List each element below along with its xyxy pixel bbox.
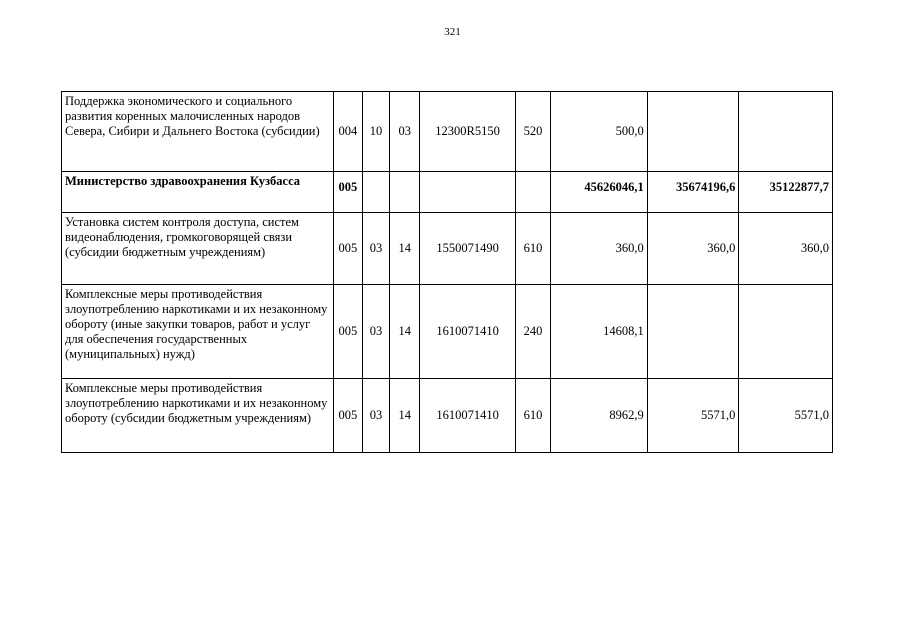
expense-type-code: 610 [515, 379, 550, 453]
target-article-code: 1550071490 [420, 213, 516, 285]
ministry-code: 005 [333, 213, 362, 285]
sum-year-3 [739, 285, 833, 379]
ministry-code: 004 [333, 92, 362, 172]
budget-table [61, 91, 833, 453]
sum-year-1: 8962,9 [551, 379, 648, 453]
section-code: 03 [362, 285, 389, 379]
sum-year-3 [739, 92, 833, 172]
ministry-code: 005 [333, 285, 362, 379]
expense-type-code [515, 172, 550, 213]
section-code: 03 [362, 379, 389, 453]
section-code: 10 [362, 92, 389, 172]
table-row [62, 285, 833, 379]
sum-year-1: 14608,1 [551, 285, 648, 379]
subsection-code: 03 [390, 92, 420, 172]
subsection-code: 14 [390, 285, 420, 379]
subsection-code: 14 [390, 213, 420, 285]
target-article-code: 1610071410 [420, 285, 516, 379]
sum-year-2: 35674196,6 [647, 172, 739, 213]
sum-year-1: 360,0 [551, 213, 648, 285]
target-article-code: 1610071410 [420, 379, 516, 453]
section-code [362, 172, 389, 213]
table-row [62, 213, 833, 285]
sum-year-2: 360,0 [647, 213, 739, 285]
sum-year-1: 500,0 [551, 92, 648, 172]
sum-year-2: 5571,0 [647, 379, 739, 453]
subsection-code: 14 [390, 379, 420, 453]
expense-type-code: 610 [515, 213, 550, 285]
row-name: Министерство здравоохранения Кузбасса [62, 172, 334, 213]
target-article-code: 12300R5150 [420, 92, 516, 172]
subsection-code [390, 172, 420, 213]
ministry-code: 005 [333, 172, 362, 213]
table-row [62, 92, 833, 172]
section-code: 03 [362, 213, 389, 285]
row-name: Установка систем контроля доступа, систем видеонаблюдения, громкоговорящей связи (субсидии бюджетным учреждениям) [62, 213, 334, 285]
sum-year-2 [647, 285, 739, 379]
sum-year-3: 5571,0 [739, 379, 833, 453]
row-name: Комплексные меры противодействия злоупотреблению наркотиками и их незаконному обороту (субсидии бюджетным учреждениям) [62, 379, 334, 453]
expense-type-code: 240 [515, 285, 550, 379]
target-article-code [420, 172, 516, 213]
table-row [62, 379, 833, 453]
sum-year-1: 45626046,1 [551, 172, 648, 213]
row-name: Комплексные меры противодействия злоупотреблению наркотиками и их незаконному обороту (иные закупки товаров, работ и услуг для обеспечения государственных (муниципальных) нужд) [62, 285, 334, 379]
ministry-code: 005 [333, 379, 362, 453]
row-name: Поддержка экономического и социального развития коренных малочисленных народов Севера, Сибири и Дальнего Востока (субсидии) [62, 92, 334, 172]
page-number: 321 [444, 26, 461, 38]
table-row [62, 172, 833, 213]
sum-year-2 [647, 92, 739, 172]
sum-year-3: 35122877,7 [739, 172, 833, 213]
sum-year-3: 360,0 [739, 213, 833, 285]
expense-type-code: 520 [515, 92, 550, 172]
